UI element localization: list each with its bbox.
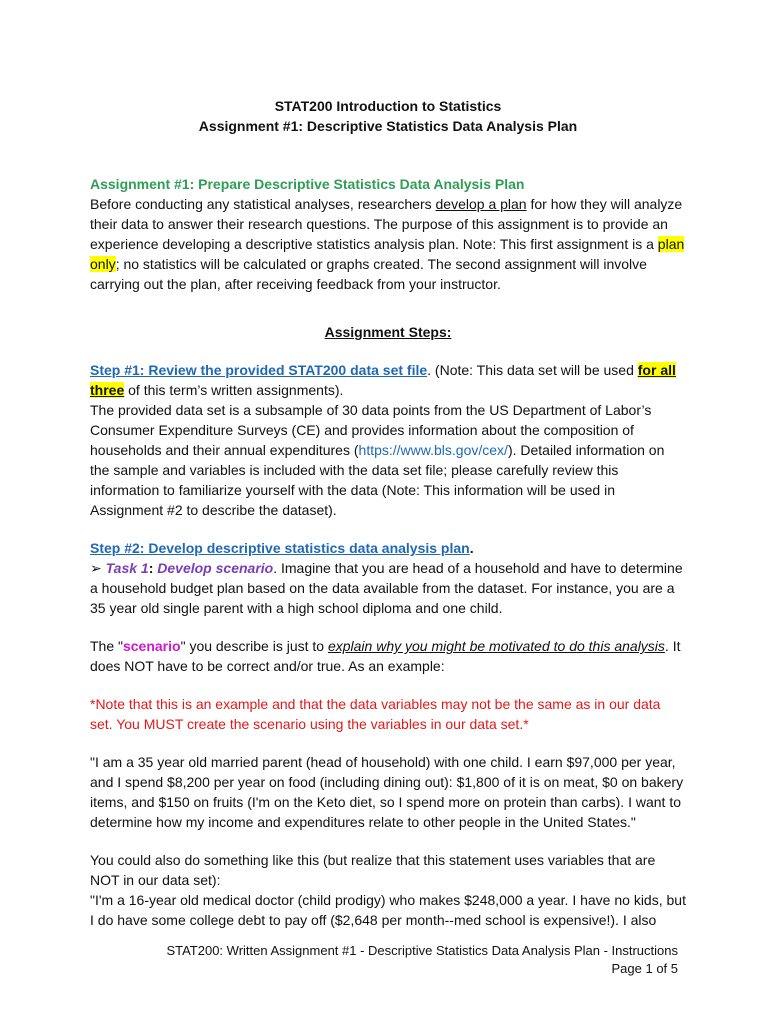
step1-body bbox=[90, 400, 686, 520]
task1-colon: : bbox=[148, 560, 158, 576]
steps-heading: Assignment Steps: bbox=[324, 324, 452, 340]
example-2: "I'm a 16-year old medical doctor (child prodigy) who makes $248,000 a year. I have no kids, but I do have some college debt to pay off ($2,648 per month--med school is expensive!). I also bbox=[90, 892, 686, 928]
step1-highlight: for all three bbox=[90, 362, 676, 398]
step1-line bbox=[90, 360, 686, 400]
scenario-paragraph bbox=[90, 636, 686, 676]
assignment-title: Assignment #1: Descriptive Statistics Data Analysis Plan bbox=[198, 118, 578, 134]
scenario-a: The " bbox=[90, 638, 123, 654]
course-title: STAT200 Introduction to Statistics bbox=[274, 98, 502, 114]
intro-text-a: Before conducting any statistical analyses, researchers bbox=[90, 196, 436, 212]
intro-text-e: ; no statistics will be calculated or graphs created. The second assignment will involve carrying out the plan, after receiving feedback from your instructor. bbox=[90, 256, 647, 292]
example-1: "I am a 35 year old married parent (head of household) with one child. I earn $97,000 per year, and I spend $8,200 per year on food (including dining out): $1,800 of it is on meat, $0 on bakery items, and $150 on fruits (I'm on the Keto diet, so I spend more on protein than carbs). I want to determine how my income and expenditures relate to other people in the United States." bbox=[90, 754, 684, 830]
intro-underline: develop a plan bbox=[435, 196, 527, 212]
scenario-b: " you describe is just to bbox=[180, 638, 328, 654]
step1-body-b: ). Detailed information on the sample and variables is included with the data set file; please carefully review this information to familiarize yourself with the data (Note: This information will be used in Assignment #2 to describe the dataset). bbox=[90, 442, 665, 518]
intro-paragraph bbox=[90, 194, 686, 294]
scenario-word: scenario bbox=[122, 638, 181, 654]
footer-title: STAT200: Written Assignment #1 - Descriptive Statistics Data Analysis Plan - Instructions bbox=[166, 943, 678, 958]
intro-text-c: for how they will analyze their data to answer their research questions. The purpose of this assignment is to provide an experience developing a descriptive statistics analysis plan. Note: This first assignment is a bbox=[90, 196, 683, 252]
step1-note-a: . (Note: This data set will be used bbox=[427, 362, 638, 378]
task1-name: Develop scenario bbox=[157, 560, 274, 576]
intro-heading: Assignment #1: Prepare Descriptive Statistics Data Analysis Plan bbox=[90, 176, 525, 192]
intro-highlight-plan-only: plan only bbox=[90, 236, 685, 272]
step1-body-a: The provided data set is a subsample of 30 data points from the US Department of Labor’s Consumer Expenditure Surveys (CE) and provides information about the composition of households and their annual expenditures ( bbox=[90, 402, 652, 458]
step1-title[interactable]: Step #1: Review the provided STAT200 data set file bbox=[90, 362, 428, 378]
task1-paragraph bbox=[90, 558, 686, 618]
task1-label: Task 1 bbox=[105, 560, 149, 576]
scenario-c: . It does NOT have to be correct and/or true. As an example: bbox=[90, 638, 681, 674]
example-2-intro: You could also do something like this (but realize that this statement uses variables that are NOT in our data set): bbox=[90, 852, 656, 888]
red-note: *Note that this is an example and that the data variables may not be the same as in our data set. You MUST create the scenario using the variables in our data set.* bbox=[90, 696, 661, 732]
step2-line bbox=[90, 538, 686, 558]
scenario-emphasis: explain why you might be motivated to do this analysis bbox=[327, 638, 665, 654]
page-footer bbox=[166, 942, 678, 978]
task1-text: . Imagine that you are head of a household and have to determine a household budget plan based on the data available from the dataset. For instance, you are a 35 year old single parent with a high school diploma and one child. bbox=[90, 560, 683, 616]
page-number: Page 1 of 5 bbox=[611, 961, 678, 976]
arrow-bullet-icon: ➢ bbox=[90, 560, 106, 576]
spacer bbox=[90, 312, 686, 322]
step2-title[interactable]: Step #2: Develop descriptive statistics data analysis plan bbox=[90, 540, 470, 556]
bls-link[interactable]: https://www.bls.gov/cex/ bbox=[358, 442, 508, 458]
step1-note-c: of this term’s written assignments). bbox=[124, 382, 344, 398]
step2-period: . bbox=[469, 540, 474, 556]
document-body bbox=[90, 96, 686, 930]
